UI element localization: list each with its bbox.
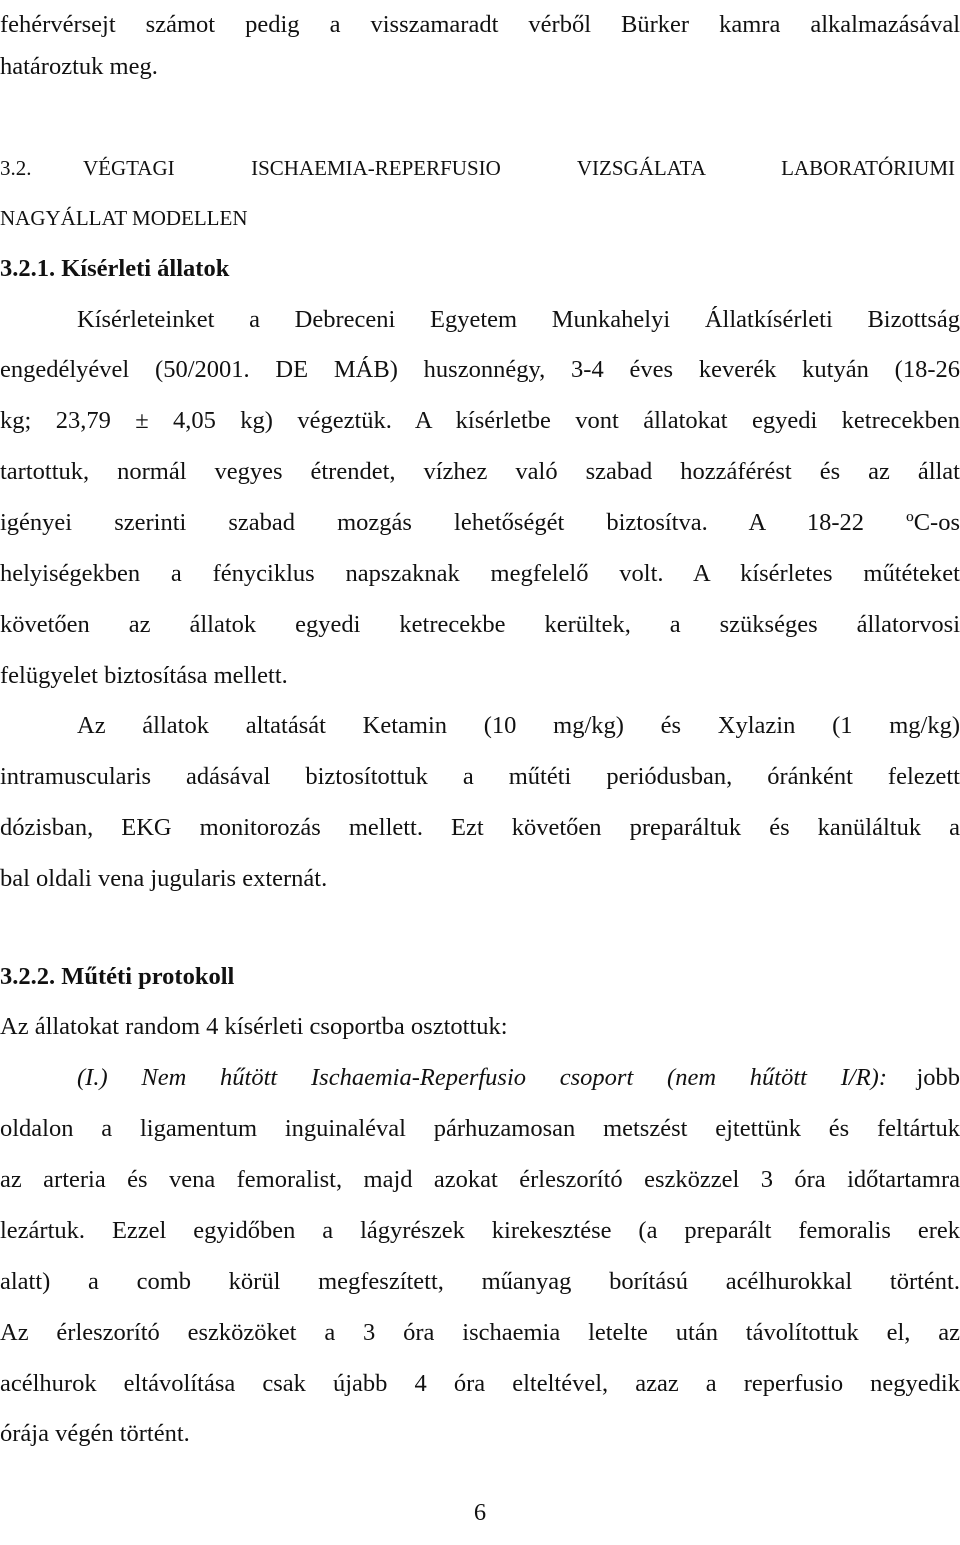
paragraph-line: lezártuk. Ezzel egyidőben a lágyrészek kirekesztése (a preparált femoralis erek (0, 1217, 960, 1244)
section-title: VÉGTAGI ISCHAEMIA-REPERFUSIO VIZSGÁLATA LABORATÓRIUMI (83, 156, 955, 180)
paragraph-line: oldalon a ligamentum inguinaléval párhuzamosan metszést ejtettünk és feltártuk (0, 1115, 960, 1142)
paragraph-line: engedélyével (50/2001. DE MÁB) huszonnégy, 3-4 éves keverék kutyán (18-26 (0, 356, 960, 383)
paragraph-line: acélhurok eltávolítása csak újabb 4 óra elteltével, azaz a reperfusio negyedik (0, 1370, 960, 1397)
group-label: (I.) Nem hűtött Ischaemia-Reperfusio csoport (nem hűtött I/R): (77, 1064, 887, 1091)
paragraph-line: követően az állatok egyedi ketrecekbe kerültek, a szükséges állatorvosi (0, 611, 960, 638)
paragraph-line: fehérvérsejt számot pedig a visszamaradt vérből Bürker kamra alkalmazásával (0, 11, 960, 38)
paragraph-line: Az állatok altatását Ketamin (10 mg/kg) és Xylazin (1 mg/kg) (77, 712, 960, 739)
group-text: jobb (916, 1064, 960, 1091)
page-number: 6 (473, 1499, 487, 1526)
paragraph-line: dózisban, EKG monitorozás mellett. Ezt követően preparáltuk és kanüláltuk a (0, 814, 960, 841)
section-heading-3-2 (0, 153, 960, 183)
paragraph-line: bal oldali vena jugularis externát. (0, 865, 328, 892)
group-definition-line (77, 1063, 960, 1093)
paragraph-line: kg; 23,79 ± 4,05 kg) végeztük. A kísérletbe vont állatokat egyedi ketrecekben (0, 407, 960, 434)
paragraph-line: Az érleszorító eszközöket a 3 óra ischaemia letelte után távolítottuk el, az (0, 1319, 960, 1346)
paragraph-line: órája végén történt. (0, 1420, 190, 1447)
section-title-continuation: NAGYÁLLAT MODELLEN (0, 206, 248, 230)
paragraph-line: helyiségekben a fényciklus napszaknak megfelelő volt. A kísérletes műtéteket (0, 560, 960, 587)
paragraph-line: Kísérleteinket a Debreceni Egyetem Munkahelyi Állatkísérleti Bizottság (77, 306, 960, 333)
section-number: 3.2. (0, 156, 32, 180)
paragraph-line: határoztuk meg. (0, 53, 158, 80)
paragraph-line: az arteria és vena femoralist, majd azokat érleszorító eszközzel 3 óra időtartamra (0, 1166, 960, 1193)
subsection-heading-3-2-2: 3.2.2. Műtéti protokoll (0, 963, 235, 990)
paragraph-line: intramuscularis adásával biztosítottuk a műtéti periódusban, óránként felezett (0, 763, 960, 790)
paragraph-line: alatt) a comb körül megfeszített, műanyag borítású acélhurokkal történt. (0, 1268, 960, 1295)
paragraph-line: felügyelet biztosítása mellett. (0, 662, 288, 689)
subsection-heading-3-2-1: 3.2.1. Kísérleti állatok (0, 255, 230, 282)
paragraph-line: igényei szerinti szabad mozgás lehetőségét biztosítva. A 18-22 ºC-os (0, 509, 960, 536)
paragraph-line: tartottuk, normál vegyes étrendet, vízhez való szabad hozzáférést és az állat (0, 458, 960, 485)
paragraph-line: Az állatokat random 4 kísérleti csoportba osztottuk: (0, 1013, 508, 1040)
